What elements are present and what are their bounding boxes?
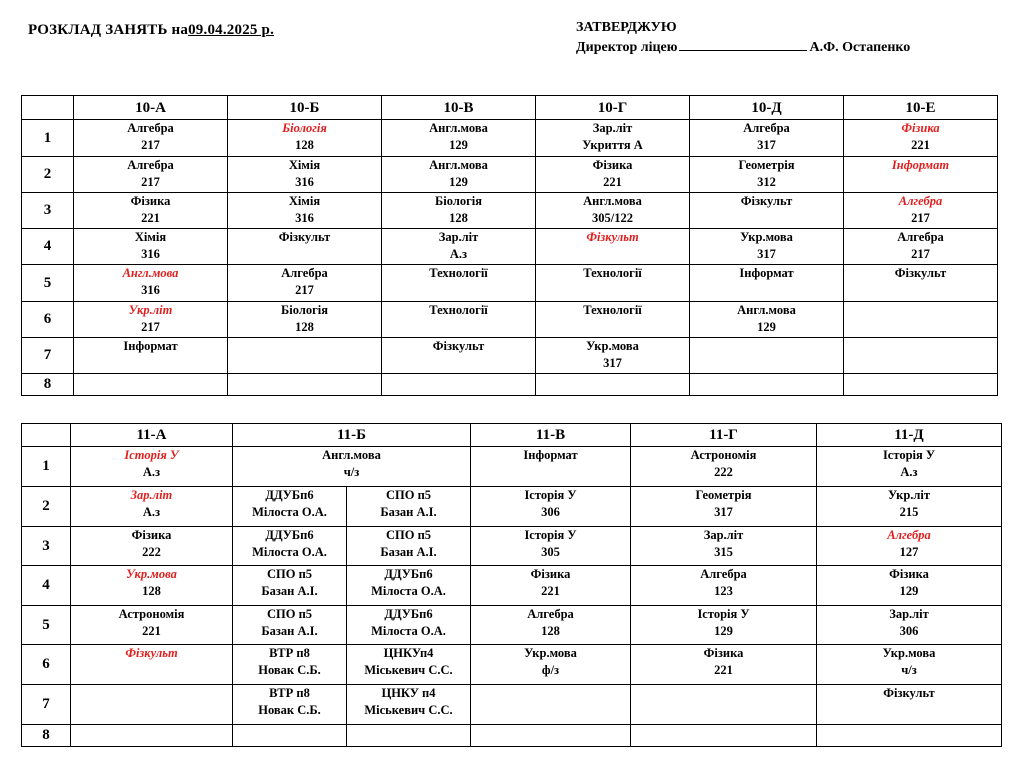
cell-line: 221 [911,138,930,152]
cell-line: СПО п5 [385,488,432,502]
schedule-date: 09.04.2025 р. [188,22,275,38]
lesson-number: 7 [22,685,71,725]
cell-line: 305/122 [592,211,633,225]
cell-line: 215 [899,505,919,519]
lesson-cell [631,606,817,645]
lesson-row [22,374,998,396]
cell-line: Мілоста О.А. [252,505,327,519]
lesson-cell [74,193,228,229]
cell-line: А.з [449,247,468,261]
lesson-cell [347,487,471,527]
lesson-cell [382,229,536,265]
lesson-cell [844,229,998,265]
cell-line: 222 [714,465,733,479]
cell-line: Фізика [130,194,171,208]
cell-line: 316 [295,175,314,189]
signature-line [679,38,807,51]
cell-line: А.з [142,465,161,479]
lesson-cell [233,527,347,566]
cell-line: Геометрія [695,488,752,502]
cell-line: Інформат [739,266,794,280]
lesson-number: 1 [22,447,71,487]
lesson-cell [233,725,347,747]
lesson-cell [844,120,998,157]
cell-line: 221 [142,624,161,638]
lesson-cell [74,157,228,193]
cell-line: 317 [757,138,776,152]
cell-line: Фізика [530,567,571,581]
cell-line: Англ.мова [583,194,642,208]
lesson-cell [471,725,631,747]
approval-block [576,18,910,58]
cell-line: Алгебра [700,567,747,581]
lesson-cell [631,527,817,566]
class-header-6: 10-Е [844,96,998,120]
cell-line: Англ.мова [122,266,179,280]
cell-line: ЦНКУ п4 [381,686,436,700]
cell-line: 306 [899,624,919,638]
lesson-cell [74,120,228,157]
lesson-cell [233,645,347,685]
cell-line: Алгебра [527,607,574,621]
cell-line: Фізика [592,158,633,172]
lesson-number: 7 [22,338,74,374]
cell-line: 128 [142,584,161,598]
lesson-row [22,157,998,193]
lesson-cell [844,374,998,396]
lesson-cell [382,120,536,157]
cell-line: 317 [603,356,622,370]
lesson-cell [817,487,1002,527]
cell-line: СПО п5 [266,567,313,581]
cell-line: Фізкульт [586,230,639,244]
cell-line: ВТР п8 [269,686,310,700]
lesson-cell [844,265,998,302]
corner-cell [22,424,71,447]
lesson-cell [71,685,233,725]
lesson-cell [233,685,347,725]
lesson-cell [228,338,382,374]
cell-line: СПО п5 [266,607,313,621]
cell-line: Укр.мова [740,230,793,244]
cell-line: Технології [583,303,642,317]
cell-line: Укр.мова [524,646,577,660]
lesson-row [22,193,998,229]
lesson-cell [347,725,471,747]
cell-line: 127 [899,545,919,559]
cell-line: Історія У [124,448,179,462]
cell-line: Англ.мова [429,121,488,135]
lesson-cell [347,566,471,606]
cell-line: Алгебра [127,158,174,172]
lesson-cell [228,193,382,229]
cell-line: Фізика [703,646,744,660]
class-header-5: 10-Д [690,96,844,120]
lesson-cell [690,265,844,302]
cell-line: Інформат [523,448,578,462]
cell-line: Англ.мова [322,448,381,462]
lesson-number: 2 [22,157,74,193]
cell-line: 123 [714,584,733,598]
lesson-cell [71,487,233,527]
lesson-cell [71,527,233,566]
lesson-cell [631,447,817,487]
cell-line: 129 [714,624,733,638]
lesson-cell [347,685,471,725]
lesson-cell [471,566,631,606]
lesson-cell [631,487,817,527]
cell-line: 217 [141,175,160,189]
cell-line: Міськевич С.С. [364,703,453,717]
lesson-cell [71,606,233,645]
class-header-4: 10-Г [536,96,690,120]
class-header-1: 10-А [74,96,228,120]
lesson-row [22,685,1002,725]
lesson-cell [690,120,844,157]
lesson-cell [228,120,382,157]
cell-line: 317 [757,247,776,261]
lesson-cell [471,685,631,725]
cell-line: Міськевич С.С. [364,663,453,677]
lesson-cell [536,374,690,396]
cell-line: Історія У [882,448,936,462]
lesson-row [22,566,1002,606]
class-header-2: 10-Б [228,96,382,120]
cell-line: ВТР п8 [269,646,310,660]
cell-line: Фізкульт [125,646,178,660]
lesson-number: 4 [22,566,71,606]
lesson-cell [536,120,690,157]
lesson-cell [382,302,536,338]
lesson-cell [347,606,471,645]
cell-line: 221 [714,663,733,677]
lesson-cell [817,685,1002,725]
cell-line: 305 [541,545,560,559]
cell-line: 217 [141,138,160,152]
cell-line: Інформат [891,158,950,172]
lesson-cell [631,725,817,747]
lesson-cell [471,527,631,566]
class-header-5: 11-Д [817,424,1002,447]
cell-line: Укр.літ [128,303,173,317]
cell-line: ДДУБп6 [384,567,433,581]
lesson-cell [536,229,690,265]
cell-line: ч/з [343,465,360,479]
cell-line: Алгебра [743,121,790,135]
cell-line: 222 [142,545,161,559]
class-header-2: 11-Б [233,424,471,447]
cell-line: Історія У [524,528,577,542]
cell-line: 128 [295,320,314,334]
cell-line: Хімія [288,158,321,172]
cell-line: Зар.літ [592,121,633,135]
approve-word: ЗАТВЕРДЖУЮ [576,20,677,35]
lesson-cell [817,645,1002,685]
cell-line: Фізкульт [883,686,935,700]
cell-line: ч/з [901,663,917,677]
lesson-row [22,527,1002,566]
class-header-1: 11-А [71,424,233,447]
lesson-cell [690,374,844,396]
lesson-cell [233,606,347,645]
cell-line: ДДУБп6 [384,607,433,621]
cell-line: Фізкульт [278,230,331,244]
lesson-cell [817,725,1002,747]
lesson-cell [631,566,817,606]
cell-line: Укриття А [582,138,643,152]
cell-line: Хімія [134,230,167,244]
lesson-cell [74,338,228,374]
lesson-number: 6 [22,645,71,685]
schedule-table-grade-11 [21,423,1002,747]
lesson-cell [471,606,631,645]
cell-line: Зар.літ [130,488,173,502]
cell-line: Алгебра [127,121,174,135]
cell-line: 129 [449,175,468,189]
cell-line: 217 [141,320,160,334]
director-name: А.Ф. Остапенко [809,40,911,55]
cell-line: Фізика [131,528,172,542]
lesson-cell [844,193,998,229]
lesson-row [22,265,998,302]
cell-line: Англ.мова [737,303,796,317]
cell-line: Біологія [281,303,328,317]
cell-line: 129 [757,320,776,334]
class-header-3: 11-В [471,424,631,447]
lesson-cell [631,645,817,685]
lesson-number: 5 [22,265,74,302]
cell-line: ф/з [541,663,560,677]
cell-line: Фізика [889,567,929,581]
lesson-cell [817,606,1002,645]
cell-line: 217 [911,211,930,225]
cell-line: Історія У [697,607,750,621]
cell-line: 217 [911,247,930,261]
cell-line: А.з [142,505,161,519]
lesson-row [22,725,1002,747]
cell-line: 316 [141,247,160,261]
cell-line: Астрономія [118,607,185,621]
lesson-cell [471,447,631,487]
cell-line: Алгебра [887,528,931,542]
cell-line: Базан А.І. [261,624,318,638]
lesson-cell [817,447,1002,487]
cell-line: Інформат [123,339,178,353]
lesson-cell [228,302,382,338]
cell-line: Зар.літ [703,528,744,542]
lesson-cell [233,487,347,527]
cell-line: ДДУБп6 [265,528,314,542]
lesson-cell [536,265,690,302]
lesson-row [22,447,1002,487]
cell-line: Зар.літ [438,230,479,244]
cell-line: 312 [757,175,776,189]
cell-line: 128 [449,211,468,225]
cell-line: Мілоста О.А. [371,624,446,638]
lesson-cell [74,229,228,265]
cell-line: Алгебра [897,230,944,244]
cell-line: Мілоста О.А. [252,545,327,559]
cell-line: 221 [541,584,560,598]
cell-line: Технології [429,303,488,317]
lesson-cell [74,302,228,338]
lesson-cell [71,566,233,606]
cell-line: Біологія [282,121,327,135]
director-label: Директор ліцею [576,40,678,55]
lesson-cell [347,645,471,685]
cell-line: А.з [900,465,918,479]
cell-line: Мілоста О.А. [371,584,446,598]
cell-line: ЦНКУп4 [383,646,434,660]
lesson-number: 4 [22,229,74,265]
lesson-number: 3 [22,193,74,229]
lesson-number: 5 [22,606,71,645]
lesson-cell [844,157,998,193]
lesson-row [22,338,998,374]
lesson-number: 2 [22,487,71,527]
lesson-number: 3 [22,527,71,566]
lesson-cell [690,338,844,374]
lesson-cell [536,338,690,374]
cell-line: Новак С.Б. [258,703,321,717]
cell-line: Укр.мова [882,646,936,660]
cell-line: Укр.мова [586,339,639,353]
lesson-number: 8 [22,725,71,747]
cell-line: Геометрія [738,158,795,172]
cell-line: ДДУБп6 [265,488,314,502]
corner-cell [22,96,74,120]
cell-line: Укр.мова [126,567,177,581]
lesson-cell [536,157,690,193]
cell-line: 221 [603,175,622,189]
lesson-cell [71,645,233,685]
lesson-cell [471,645,631,685]
cell-line: Зар.літ [889,607,929,621]
lesson-cell [471,487,631,527]
schedule-table-grade-10 [21,95,998,396]
cell-line: 221 [141,211,160,225]
cell-line: 129 [449,138,468,152]
cell-line: Базан А.І. [380,505,437,519]
cell-line: СПО п5 [385,528,432,542]
cell-line: 315 [714,545,733,559]
lesson-number: 8 [22,374,74,396]
lesson-cell [233,566,347,606]
cell-line: Фізкульт [894,266,947,280]
lesson-cell [71,725,233,747]
class-header-4: 11-Г [631,424,817,447]
lesson-row [22,606,1002,645]
lesson-cell [347,527,471,566]
cell-line: Фізика [901,121,940,135]
cell-line: Алгебра [898,194,943,208]
cell-line: 128 [541,624,560,638]
cell-line: Англ.мова [429,158,488,172]
lesson-row [22,302,998,338]
lesson-row [22,120,998,157]
lesson-cell [74,265,228,302]
lesson-number: 6 [22,302,74,338]
lesson-cell [690,229,844,265]
cell-line: Технології [583,266,642,280]
lesson-cell [382,193,536,229]
cell-line: Біологія [435,194,482,208]
lesson-cell [536,302,690,338]
lesson-cell [536,193,690,229]
cell-line: Технології [429,266,488,280]
cell-line: 317 [714,505,733,519]
lesson-cell [690,302,844,338]
cell-line: 128 [295,138,314,152]
lesson-cell [382,265,536,302]
cell-line: 316 [295,211,314,225]
cell-line: Базан А.І. [380,545,437,559]
lesson-row [22,229,998,265]
lesson-cell [690,157,844,193]
cell-line: Історія У [524,488,577,502]
cell-line: Фізкульт [740,194,793,208]
cell-line: Фізкульт [432,339,485,353]
lesson-cell [382,157,536,193]
cell-line: Базан А.І. [261,584,318,598]
lesson-cell [228,229,382,265]
lesson-cell [844,338,998,374]
title-prefix: РОЗКЛАД ЗАНЯТЬ на [28,22,189,38]
lesson-cell [228,157,382,193]
lesson-cell [631,685,817,725]
lesson-cell [382,374,536,396]
lesson-row [22,645,1002,685]
lesson-cell [817,566,1002,606]
lesson-cell [71,447,233,487]
cell-line: 129 [899,584,919,598]
lesson-number: 1 [22,120,74,157]
lesson-cell [228,374,382,396]
page-title [28,22,274,39]
lesson-cell [690,193,844,229]
cell-line: 306 [541,505,560,519]
lesson-cell [844,302,998,338]
cell-line: Астрономія [690,448,757,462]
lesson-cell [817,527,1002,566]
cell-line: Новак С.Б. [258,663,321,677]
lesson-cell [74,374,228,396]
cell-line: Укр.літ [887,488,931,502]
class-header-3: 10-В [382,96,536,120]
cell-line: Хімія [288,194,321,208]
cell-line: 217 [295,283,314,297]
lesson-cell [382,338,536,374]
lesson-row [22,487,1002,527]
lesson-cell [233,447,471,487]
lesson-cell [228,265,382,302]
cell-line: 316 [141,283,160,297]
cell-line: Алгебра [281,266,328,280]
